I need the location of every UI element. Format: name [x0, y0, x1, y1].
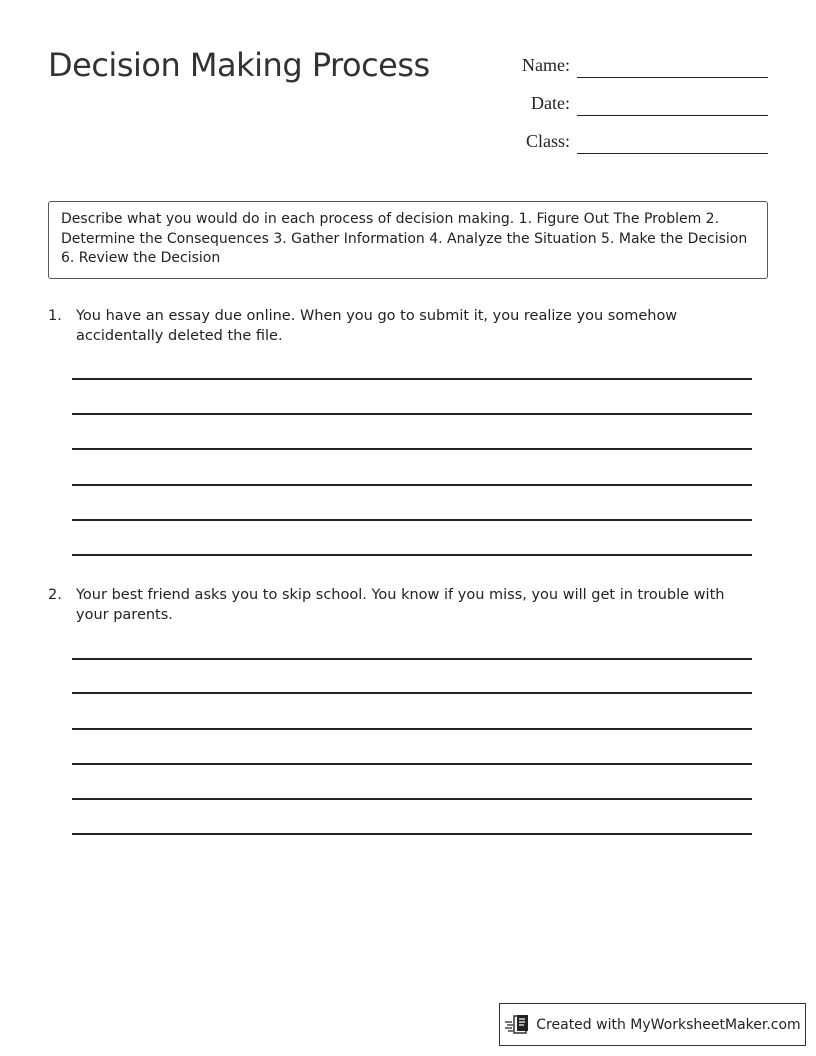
answer-line[interactable]	[72, 692, 752, 694]
page-title: Decision Making Process	[48, 46, 430, 84]
answer-line[interactable]	[72, 448, 752, 450]
question-1	[48, 307, 748, 346]
answer-line[interactable]	[72, 658, 752, 660]
footer-text: Created with MyWorksheetMaker.com	[536, 1016, 801, 1033]
question-text: Your best friend asks you to skip school. You know if you miss, you will get in trouble with your parents.	[76, 587, 725, 623]
date-field[interactable]	[500, 86, 768, 116]
answer-line[interactable]	[72, 413, 752, 415]
date-input-line[interactable]	[577, 115, 768, 116]
footer-badge[interactable]	[499, 1003, 806, 1046]
answer-line[interactable]	[72, 484, 752, 486]
answer-line[interactable]	[72, 798, 752, 800]
question-number: 2.	[48, 587, 62, 603]
answer-line[interactable]	[72, 833, 752, 835]
worksheet-maker-logo-icon	[504, 1014, 530, 1036]
answer-line[interactable]	[72, 763, 752, 765]
question-number: 1.	[48, 308, 62, 324]
question-2	[48, 586, 748, 625]
question-text: You have an essay due online. When you go to submit it, you realize you somehow accidentally deleted the file.	[76, 308, 678, 344]
answer-line[interactable]	[72, 728, 752, 730]
name-input-line[interactable]	[577, 77, 768, 78]
answer-line[interactable]	[72, 519, 752, 521]
class-label: Class:	[525, 131, 570, 151]
class-input-line[interactable]	[577, 153, 768, 154]
answer-line[interactable]	[72, 554, 752, 556]
class-field[interactable]	[500, 124, 768, 154]
date-label: Date:	[531, 93, 570, 113]
name-label: Name:	[522, 55, 570, 75]
instructions-box: Describe what you would do in each process of decision making. 1. Figure Out The Problem 2. Determine the Consequences 3. Gather Information 4. Analyze the Situation 5. Make the Decision 6. Review the Decision	[48, 201, 768, 279]
answer-line[interactable]	[72, 378, 752, 380]
name-field[interactable]	[500, 48, 768, 78]
